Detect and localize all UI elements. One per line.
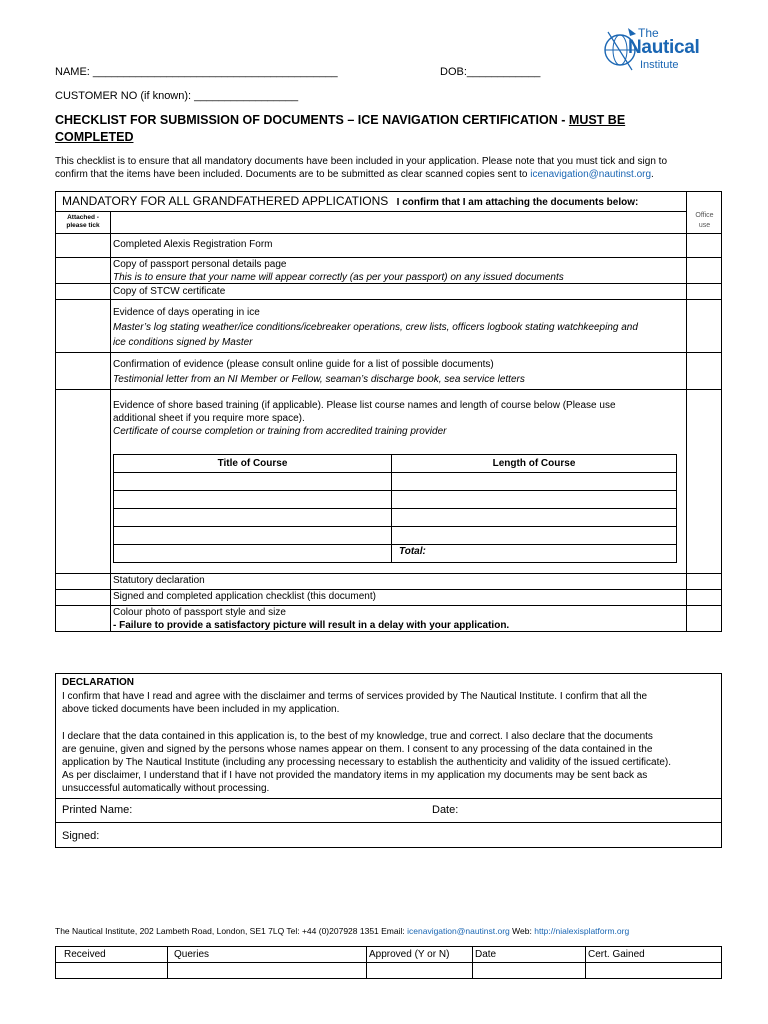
declaration-p2-line-3: application by The Nautical Institute (including any processing necessary to establish the authenticity and validity of the issued certificate). (62, 757, 672, 768)
intro-line-2: confirm that the items have been included. Documents are to be submitted as clear scanned copies sent to (55, 169, 531, 180)
course-title-input[interactable] (114, 491, 391, 508)
column-divider (686, 211, 687, 631)
item-photo (113, 606, 509, 632)
office-label-2: use (698, 222, 711, 229)
date-input[interactable] (466, 800, 716, 820)
received-header: Received (64, 949, 106, 960)
item-evidence-note: Testimonial letter from an NI Member or Fellow, seaman’s discharge book, sea service letters (113, 374, 525, 385)
tick-box-evidence[interactable] (56, 353, 110, 389)
divider (114, 544, 676, 545)
course-title-header: Title of Course (217, 458, 288, 469)
declaration-p2-line-2: are genuine, given and signed by the persons whose names appear on them. I consent to any processing of the data contained in the (62, 744, 653, 755)
declaration-paragraph-1 (62, 690, 715, 716)
queries-input[interactable] (168, 963, 366, 978)
name-field[interactable]: NAME: ________________________________________ (55, 66, 338, 78)
signed-label: Signed: (62, 830, 100, 842)
approved-input[interactable] (367, 963, 472, 978)
footer-web-link[interactable]: http://nialexisplatform.org (534, 926, 630, 936)
mandatory-documents-table (55, 191, 722, 632)
customer-number-field[interactable]: CUSTOMER NO (if known): _________________ (55, 90, 299, 102)
mandatory-heading (62, 194, 638, 208)
dob-field[interactable]: DOB:____________ (440, 66, 541, 78)
divider (56, 211, 686, 212)
item-ice-days-note-1: Master’s log stating weather/ice conditions/icebreaker operations, crew lists, officers logbook stating watchkeeping and (113, 322, 638, 333)
divider (56, 299, 721, 300)
title-must-be: MUST BE (568, 113, 626, 127)
declaration-p2-line-1: I declare that the data contained in this application is, to the best of my knowledge, true and correct. I also declare that the documents (62, 731, 653, 742)
course-title-input[interactable] (114, 473, 391, 490)
divider (56, 352, 721, 353)
declaration-p1-line-1: I confirm that have I read and agree with the disclaimer and terms of services provided by The Nautical Institute. I confirm that all the (62, 691, 648, 702)
tick-box-photo[interactable] (56, 606, 110, 631)
footer-address: The Nautical Institute, 202 Lambeth Road, London, SE1 7LQ Tel: +44 (0)207928 1351 Email: (55, 926, 408, 936)
course-length-input[interactable] (392, 527, 676, 544)
intro-end: . (651, 169, 654, 180)
course-title-input[interactable] (114, 527, 391, 544)
item-evidence (113, 357, 525, 387)
cert-gained-header: Cert. Gained (588, 949, 645, 960)
logo-text-the: The (638, 26, 659, 40)
course-length-input[interactable] (392, 509, 676, 526)
tick-box-registration[interactable] (56, 234, 110, 257)
tick-box-stcw[interactable] (56, 284, 110, 299)
item-stcw: Copy of STCW certificate (113, 286, 226, 297)
declaration-p2-line-4: As per disclaimer, I understand that if I have not provided the mandatory items in my application my documents may be sent back as (62, 770, 648, 781)
item-training-main-2: additional sheet if you require more space). (113, 413, 305, 424)
intro-line-1: This checklist is to ensure that all mandatory documents have been included in your application. Please note that you must tick and sign to (55, 156, 668, 167)
item-photo-warning: - Failure to provide a satisfactory picture will result in a delay with your application. (113, 620, 510, 631)
course-table (113, 454, 677, 563)
printed-name-input[interactable] (146, 800, 426, 820)
tick-box-checklist[interactable] (56, 590, 110, 605)
attached-label-2: please tick (66, 222, 100, 229)
course-length-input[interactable] (392, 491, 676, 508)
item-statutory: Statutory declaration (113, 575, 205, 586)
signature-input[interactable] (116, 824, 716, 846)
cert-gained-input[interactable] (586, 963, 721, 978)
date-label: Date: (432, 804, 459, 816)
footer-email-link[interactable]: icenavigation@nautinst.org (407, 926, 510, 936)
logo-text-nautical: Nautical (628, 37, 700, 58)
item-passport-main: Copy of passport personal details page (113, 259, 287, 270)
footer-contact (55, 926, 629, 936)
attached-label-1: Attached - (67, 214, 99, 221)
date-header: Date (475, 949, 497, 960)
footer-web-label: Web: (509, 926, 535, 936)
mandatory-heading-text: MANDATORY FOR ALL GRANDFATHERED APPLICATIONS (62, 194, 389, 208)
mandatory-confirm-text: I confirm that I am attaching the documents below: (396, 197, 639, 208)
course-total-label: Total: (399, 546, 426, 557)
declaration-paragraph-2 (62, 730, 715, 795)
divider (56, 233, 721, 234)
queries-header: Queries (174, 949, 210, 960)
intro-email-link[interactable]: icenavigation@nautinst.org (530, 169, 652, 180)
column-divider (686, 192, 687, 211)
item-training (113, 399, 616, 438)
title-completed: COMPLETED (55, 130, 134, 144)
item-passport (113, 258, 564, 284)
date-input[interactable] (473, 963, 585, 978)
column-divider (110, 211, 111, 631)
nautical-institute-logo (602, 26, 702, 78)
attached-header (58, 214, 108, 230)
intro-text (55, 155, 667, 181)
course-title-input[interactable] (114, 509, 391, 526)
approved-header: Approved (Y or N) (369, 949, 450, 960)
item-training-note: Certificate of course completion or training from accredited training provider (113, 426, 447, 437)
declaration-title: DECLARATION (62, 677, 135, 688)
item-registration-form: Completed Alexis Registration Form (113, 239, 273, 250)
declaration-p1-line-2: above ticked documents have been included in my application. (62, 704, 340, 715)
item-passport-note: This is to ensure that your name will appear correctly (as per your passport) on any issued documents (113, 272, 564, 283)
title-main: CHECKLIST FOR SUBMISSION OF DOCUMENTS – ICE NAVIGATION CERTIFICATION - (55, 113, 569, 127)
office-use-header (688, 211, 721, 231)
office-label-1: Office (695, 212, 714, 219)
divider (56, 389, 721, 390)
course-length-input[interactable] (392, 473, 676, 490)
item-training-main-1: Evidence of shore based training (if applicable). Please list course names and length of course below (Please use (113, 400, 616, 411)
item-photo-main: Colour photo of passport style and size (113, 607, 286, 618)
page-title (55, 112, 695, 146)
item-checklist: Signed and completed application checklist (this document) (113, 591, 376, 602)
declaration-p2-line-5: unsuccessful automatically without processing. (62, 783, 270, 794)
tick-box-passport[interactable] (56, 258, 110, 283)
tick-box-ice-days[interactable] (56, 300, 110, 352)
item-ice-days-main: Evidence of days operating in ice (113, 307, 260, 318)
office-use-table (55, 946, 722, 979)
item-evidence-main: Confirmation of evidence (please consult online guide for a list of possible documents) (113, 359, 494, 370)
tick-box-statutory[interactable] (56, 574, 110, 589)
divider (56, 822, 721, 823)
course-length-header: Length of Course (492, 458, 576, 469)
logo-text-institute: Institute (640, 59, 679, 71)
printed-name-label: Printed Name: (62, 804, 133, 816)
tick-box-training[interactable] (56, 390, 110, 573)
item-ice-days-note-2: ice conditions signed by Master (113, 337, 253, 348)
item-ice-days (113, 305, 638, 350)
received-input[interactable] (56, 963, 167, 978)
divider (56, 798, 721, 799)
declaration-box (55, 673, 722, 848)
